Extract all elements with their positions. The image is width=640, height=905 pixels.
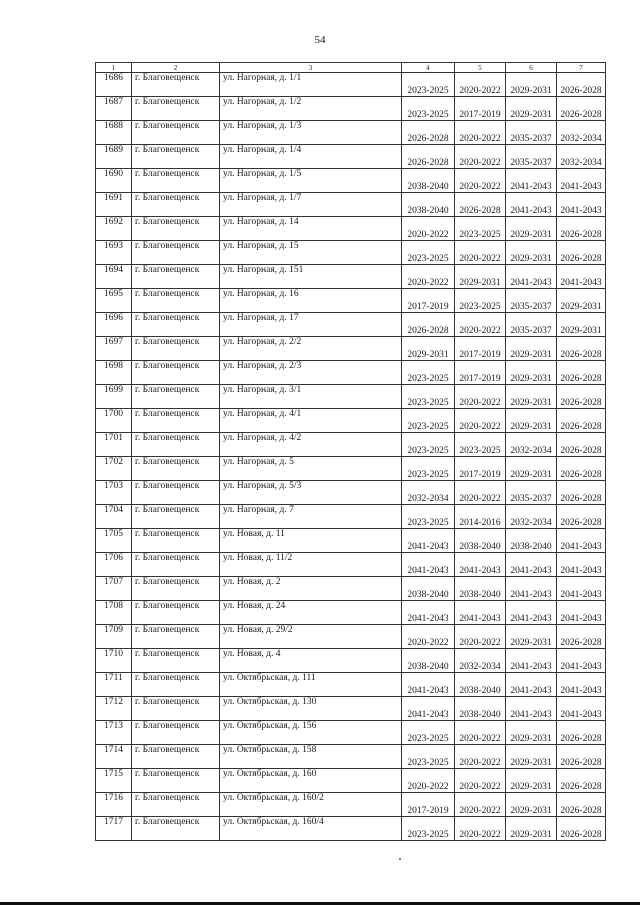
period-col4-cell: 2041-2043: [402, 601, 455, 625]
period-col4-cell: 2026-2028: [402, 121, 455, 145]
period-col4-cell: 2038-2040: [402, 577, 455, 601]
period-col4-cell: 2038-2040: [402, 169, 455, 193]
period-col7-cell: 2041-2043: [557, 265, 606, 289]
period-col7-cell: 2029-2031: [557, 313, 606, 337]
period-col6-cell: 2041-2043: [506, 697, 557, 721]
period-col6-cell: 2029-2031: [506, 97, 557, 121]
settlement-cell: г. Благовещенск: [132, 265, 220, 289]
period-col4-cell: 2038-2040: [402, 649, 455, 673]
period-col6-cell: 2029-2031: [506, 241, 557, 265]
period-col7-cell: 2032-2034: [557, 145, 606, 169]
settlement-cell: г. Благовещенск: [132, 673, 220, 697]
address-cell: ул. Октябрьская, д. 130: [220, 697, 402, 721]
address-cell: ул. Октябрьская, д. 156: [220, 721, 402, 745]
period-col4-cell: 2020-2022: [402, 769, 455, 793]
period-col4-cell: 2023-2025: [402, 385, 455, 409]
settlement-cell: г. Благовещенск: [132, 625, 220, 649]
period-col5-cell: 2029-2031: [455, 265, 506, 289]
period-col4-cell: 2023-2025: [402, 457, 455, 481]
period-col4-cell: 2017-2019: [402, 289, 455, 313]
period-col5-cell: 2038-2040: [455, 529, 506, 553]
period-col5-cell: 2020-2022: [455, 721, 506, 745]
row-number: 1716: [96, 793, 132, 817]
row-number: 1704: [96, 505, 132, 529]
scan-speck: [399, 858, 401, 860]
settlement-cell: г. Благовещенск: [132, 361, 220, 385]
address-cell: ул. Нагорная, д. 17: [220, 313, 402, 337]
period-col5-cell: 2038-2040: [455, 673, 506, 697]
table-row: [96, 313, 606, 337]
period-col7-cell: 2041-2043: [557, 673, 606, 697]
address-cell: ул. Нагорная, д. 1/2: [220, 97, 402, 121]
period-col5-cell: 2038-2040: [455, 697, 506, 721]
settlement-cell: г. Благовещенск: [132, 169, 220, 193]
period-col5-cell: 2017-2019: [455, 457, 506, 481]
settlement-cell: г. Благовещенск: [132, 385, 220, 409]
period-col5-cell: 2023-2025: [455, 217, 506, 241]
address-cell: ул. Нагорная, д. 1/7: [220, 193, 402, 217]
column-header: 3: [220, 63, 402, 73]
row-number: 1701: [96, 433, 132, 457]
row-number: 1689: [96, 145, 132, 169]
period-col4-cell: 2026-2028: [402, 313, 455, 337]
row-number: 1709: [96, 625, 132, 649]
table-row: [96, 481, 606, 505]
table-row: [96, 265, 606, 289]
period-col4-cell: 2041-2043: [402, 553, 455, 577]
address-cell: ул. Нагорная, д. 14: [220, 217, 402, 241]
period-col7-cell: 2026-2028: [557, 721, 606, 745]
period-col6-cell: 2038-2040: [506, 529, 557, 553]
period-col4-cell: 2023-2025: [402, 745, 455, 769]
period-col5-cell: 2020-2022: [455, 625, 506, 649]
settlement-cell: г. Благовещенск: [132, 193, 220, 217]
row-number: 1713: [96, 721, 132, 745]
table-row: [96, 121, 606, 145]
row-number: 1698: [96, 361, 132, 385]
period-col6-cell: 2035-2037: [506, 481, 557, 505]
row-number: 1705: [96, 529, 132, 553]
address-cell: ул. Новая, д. 29/2: [220, 625, 402, 649]
period-col4-cell: 2038-2040: [402, 193, 455, 217]
settlement-cell: г. Благовещенск: [132, 145, 220, 169]
period-col7-cell: 2026-2028: [557, 73, 606, 97]
row-number: 1702: [96, 457, 132, 481]
row-number: 1711: [96, 673, 132, 697]
period-col5-cell: 2023-2025: [455, 289, 506, 313]
period-col5-cell: 2020-2022: [455, 745, 506, 769]
period-col7-cell: 2041-2043: [557, 577, 606, 601]
period-col4-cell: 2023-2025: [402, 721, 455, 745]
period-col6-cell: 2041-2043: [506, 169, 557, 193]
table-row: [96, 721, 606, 745]
period-col7-cell: 2026-2028: [557, 361, 606, 385]
table-row: [96, 73, 606, 97]
address-cell: ул. Нагорная, д. 3/1: [220, 385, 402, 409]
address-cell: ул. Нагорная, д. 1/4: [220, 145, 402, 169]
period-col7-cell: 2029-2031: [557, 289, 606, 313]
row-number: 1697: [96, 337, 132, 361]
period-col5-cell: 2020-2022: [455, 241, 506, 265]
address-cell: ул. Нагорная, д. 2/3: [220, 361, 402, 385]
column-header: 2: [132, 63, 220, 73]
period-col5-cell: 2023-2025: [455, 433, 506, 457]
period-col5-cell: 2020-2022: [455, 385, 506, 409]
row-number: 1692: [96, 217, 132, 241]
table-body: [96, 73, 606, 841]
table-row: [96, 409, 606, 433]
address-cell: ул. Нагорная, д. 7: [220, 505, 402, 529]
period-col4-cell: 2023-2025: [402, 817, 455, 841]
settlement-cell: г. Благовещенск: [132, 745, 220, 769]
row-number: 1715: [96, 769, 132, 793]
table-row: [96, 745, 606, 769]
period-col7-cell: 2026-2028: [557, 241, 606, 265]
table-row: [96, 385, 606, 409]
period-col5-cell: 2020-2022: [455, 121, 506, 145]
period-col4-cell: 2023-2025: [402, 409, 455, 433]
address-cell: ул. Октябрьская, д. 158: [220, 745, 402, 769]
period-col7-cell: 2041-2043: [557, 193, 606, 217]
period-col4-cell: 2023-2025: [402, 505, 455, 529]
period-col7-cell: 2026-2028: [557, 457, 606, 481]
period-col5-cell: 2038-2040: [455, 577, 506, 601]
period-col7-cell: 2026-2028: [557, 769, 606, 793]
row-number: 1714: [96, 745, 132, 769]
period-col7-cell: 2041-2043: [557, 553, 606, 577]
table-row: [96, 793, 606, 817]
table-row: [96, 697, 606, 721]
period-col5-cell: 2020-2022: [455, 793, 506, 817]
address-cell: ул. Нагорная, д. 1/1: [220, 73, 402, 97]
period-col6-cell: 2029-2031: [506, 385, 557, 409]
settlement-cell: г. Благовещенск: [132, 505, 220, 529]
row-number: 1710: [96, 649, 132, 673]
settlement-cell: г. Благовещенск: [132, 649, 220, 673]
address-cell: ул. Нагорная, д. 16: [220, 289, 402, 313]
table-row: [96, 241, 606, 265]
row-number: 1686: [96, 73, 132, 97]
period-col6-cell: 2035-2037: [506, 145, 557, 169]
row-number: 1693: [96, 241, 132, 265]
table-row: [96, 289, 606, 313]
period-col6-cell: 2041-2043: [506, 553, 557, 577]
period-col7-cell: 2026-2028: [557, 433, 606, 457]
address-cell: ул. Нагорная, д. 5/3: [220, 481, 402, 505]
period-col6-cell: 2029-2031: [506, 409, 557, 433]
header-row: [96, 63, 606, 73]
table-row: [96, 337, 606, 361]
table-row: [96, 649, 606, 673]
period-col6-cell: 2029-2031: [506, 337, 557, 361]
address-cell: ул. Октябрьская, д. 111: [220, 673, 402, 697]
column-header: 4: [402, 63, 455, 73]
settlement-cell: г. Благовещенск: [132, 769, 220, 793]
period-col6-cell: 2029-2031: [506, 769, 557, 793]
period-col7-cell: 2041-2043: [557, 649, 606, 673]
period-col5-cell: 2017-2019: [455, 361, 506, 385]
settlement-cell: г. Благовещенск: [132, 601, 220, 625]
settlement-cell: г. Благовещенск: [132, 817, 220, 841]
settlement-cell: г. Благовещенск: [132, 457, 220, 481]
period-col6-cell: 2029-2031: [506, 625, 557, 649]
page-number: 54: [314, 34, 326, 46]
settlement-cell: г. Благовещенск: [132, 217, 220, 241]
settlement-cell: г. Благовещенск: [132, 73, 220, 97]
address-cell: ул. Новая, д. 11/2: [220, 553, 402, 577]
period-col6-cell: 2041-2043: [506, 601, 557, 625]
table-row: [96, 145, 606, 169]
period-col7-cell: 2041-2043: [557, 601, 606, 625]
period-col6-cell: 2035-2037: [506, 289, 557, 313]
settlement-cell: г. Благовещенск: [132, 529, 220, 553]
table-row: [96, 169, 606, 193]
settlement-cell: г. Благовещенск: [132, 481, 220, 505]
row-number: 1706: [96, 553, 132, 577]
table-row: [96, 673, 606, 697]
period-col6-cell: 2035-2037: [506, 313, 557, 337]
settlement-cell: г. Благовещенск: [132, 553, 220, 577]
period-col5-cell: 2017-2019: [455, 337, 506, 361]
settlement-cell: г. Благовещенск: [132, 409, 220, 433]
column-header: 6: [506, 63, 557, 73]
period-col5-cell: 2041-2043: [455, 601, 506, 625]
period-col7-cell: 2026-2028: [557, 745, 606, 769]
row-number: 1708: [96, 601, 132, 625]
period-col6-cell: 2032-2034: [506, 433, 557, 457]
period-col6-cell: 2029-2031: [506, 817, 557, 841]
period-col6-cell: 2029-2031: [506, 457, 557, 481]
period-col4-cell: 2041-2043: [402, 697, 455, 721]
row-number: 1703: [96, 481, 132, 505]
period-col5-cell: 2020-2022: [455, 409, 506, 433]
period-col5-cell: 2020-2022: [455, 169, 506, 193]
address-cell: ул. Нагорная, д. 151: [220, 265, 402, 289]
period-col7-cell: 2026-2028: [557, 337, 606, 361]
registry-table: [95, 62, 606, 841]
period-col5-cell: 2020-2022: [455, 313, 506, 337]
row-number: 1696: [96, 313, 132, 337]
period-col6-cell: 2029-2031: [506, 361, 557, 385]
period-col6-cell: 2041-2043: [506, 577, 557, 601]
row-number: 1687: [96, 97, 132, 121]
settlement-cell: г. Благовещенск: [132, 241, 220, 265]
period-col5-cell: 2032-2034: [455, 649, 506, 673]
settlement-cell: г. Благовещенск: [132, 121, 220, 145]
row-number: 1699: [96, 385, 132, 409]
period-col4-cell: 2032-2034: [402, 481, 455, 505]
table-row: [96, 577, 606, 601]
period-col6-cell: 2029-2031: [506, 793, 557, 817]
period-col6-cell: 2041-2043: [506, 265, 557, 289]
table-header: [96, 63, 606, 73]
period-col4-cell: 2023-2025: [402, 241, 455, 265]
address-cell: ул. Новая, д. 2: [220, 577, 402, 601]
row-number: 1700: [96, 409, 132, 433]
address-cell: ул. Октябрьская, д. 160: [220, 769, 402, 793]
address-cell: ул. Новая, д. 11: [220, 529, 402, 553]
period-col6-cell: 2029-2031: [506, 745, 557, 769]
period-col7-cell: 2041-2043: [557, 169, 606, 193]
settlement-cell: г. Благовещенск: [132, 577, 220, 601]
address-cell: ул. Нагорная, д. 1/5: [220, 169, 402, 193]
period-col4-cell: 2026-2028: [402, 145, 455, 169]
table-row: [96, 769, 606, 793]
period-col4-cell: 2041-2043: [402, 529, 455, 553]
row-number: 1712: [96, 697, 132, 721]
period-col6-cell: 2029-2031: [506, 73, 557, 97]
period-col4-cell: 2023-2025: [402, 97, 455, 121]
row-number: 1717: [96, 817, 132, 841]
address-cell: ул. Новая, д. 4: [220, 649, 402, 673]
period-col5-cell: 2014-2016: [455, 505, 506, 529]
period-col4-cell: 2023-2025: [402, 361, 455, 385]
period-col6-cell: 2032-2034: [506, 505, 557, 529]
column-header: 5: [455, 63, 506, 73]
period-col5-cell: 2020-2022: [455, 481, 506, 505]
table-row: [96, 361, 606, 385]
period-col6-cell: 2041-2043: [506, 649, 557, 673]
address-cell: ул. Нагорная, д. 15: [220, 241, 402, 265]
address-cell: ул. Нагорная, д. 1/3: [220, 121, 402, 145]
period-col7-cell: 2026-2028: [557, 793, 606, 817]
period-col7-cell: 2026-2028: [557, 97, 606, 121]
row-number: 1688: [96, 121, 132, 145]
period-col4-cell: 2023-2025: [402, 73, 455, 97]
table-row: [96, 457, 606, 481]
period-col7-cell: 2041-2043: [557, 697, 606, 721]
row-number: 1695: [96, 289, 132, 313]
period-col4-cell: 2029-2031: [402, 337, 455, 361]
address-cell: ул. Нагорная, д. 5: [220, 457, 402, 481]
period-col4-cell: 2041-2043: [402, 673, 455, 697]
row-number: 1691: [96, 193, 132, 217]
period-col6-cell: 2029-2031: [506, 217, 557, 241]
period-col7-cell: 2026-2028: [557, 409, 606, 433]
period-col6-cell: 2041-2043: [506, 673, 557, 697]
settlement-cell: г. Благовещенск: [132, 337, 220, 361]
period-col7-cell: 2032-2034: [557, 121, 606, 145]
row-number: 1707: [96, 577, 132, 601]
settlement-cell: г. Благовещенск: [132, 721, 220, 745]
address-cell: ул. Нагорная, д. 2/2: [220, 337, 402, 361]
period-col7-cell: 2041-2043: [557, 529, 606, 553]
table-row: [96, 817, 606, 841]
settlement-cell: г. Благовещенск: [132, 793, 220, 817]
table-row: [96, 529, 606, 553]
period-col5-cell: 2041-2043: [455, 553, 506, 577]
table-row: [96, 505, 606, 529]
period-col5-cell: 2017-2019: [455, 97, 506, 121]
settlement-cell: г. Благовещенск: [132, 697, 220, 721]
table-row: [96, 97, 606, 121]
period-col7-cell: 2026-2028: [557, 505, 606, 529]
period-col4-cell: 2020-2022: [402, 625, 455, 649]
row-number: 1694: [96, 265, 132, 289]
period-col7-cell: 2026-2028: [557, 385, 606, 409]
address-cell: ул. Октябрьская, д. 160/4: [220, 817, 402, 841]
period-col6-cell: 2041-2043: [506, 193, 557, 217]
table-row: [96, 433, 606, 457]
row-number: 1690: [96, 169, 132, 193]
address-cell: ул. Нагорная, д. 4/2: [220, 433, 402, 457]
period-col4-cell: 2017-2019: [402, 793, 455, 817]
address-cell: ул. Нагорная, д. 4/1: [220, 409, 402, 433]
period-col6-cell: 2029-2031: [506, 721, 557, 745]
period-col4-cell: 2023-2025: [402, 433, 455, 457]
period-col5-cell: 2020-2022: [455, 817, 506, 841]
address-cell: ул. Новая, д. 24: [220, 601, 402, 625]
table-row: [96, 625, 606, 649]
period-col5-cell: 2026-2028: [455, 193, 506, 217]
period-col7-cell: 2026-2028: [557, 481, 606, 505]
column-header: 7: [557, 63, 606, 73]
table-row: [96, 217, 606, 241]
period-col7-cell: 2026-2028: [557, 217, 606, 241]
table-row: [96, 553, 606, 577]
period-col7-cell: 2026-2028: [557, 817, 606, 841]
address-cell: ул. Октябрьская, д. 160/2: [220, 793, 402, 817]
settlement-cell: г. Благовещенск: [132, 97, 220, 121]
period-col6-cell: 2035-2037: [506, 121, 557, 145]
period-col5-cell: 2020-2022: [455, 73, 506, 97]
settlement-cell: г. Благовещенск: [132, 313, 220, 337]
settlement-cell: г. Благовещенск: [132, 433, 220, 457]
period-col5-cell: 2020-2022: [455, 769, 506, 793]
period-col5-cell: 2020-2022: [455, 145, 506, 169]
period-col4-cell: 2020-2022: [402, 265, 455, 289]
settlement-cell: г. Благовещенск: [132, 289, 220, 313]
period-col4-cell: 2020-2022: [402, 217, 455, 241]
period-col7-cell: 2026-2028: [557, 625, 606, 649]
column-header: 1: [96, 63, 132, 73]
table-row: [96, 193, 606, 217]
table-row: [96, 601, 606, 625]
